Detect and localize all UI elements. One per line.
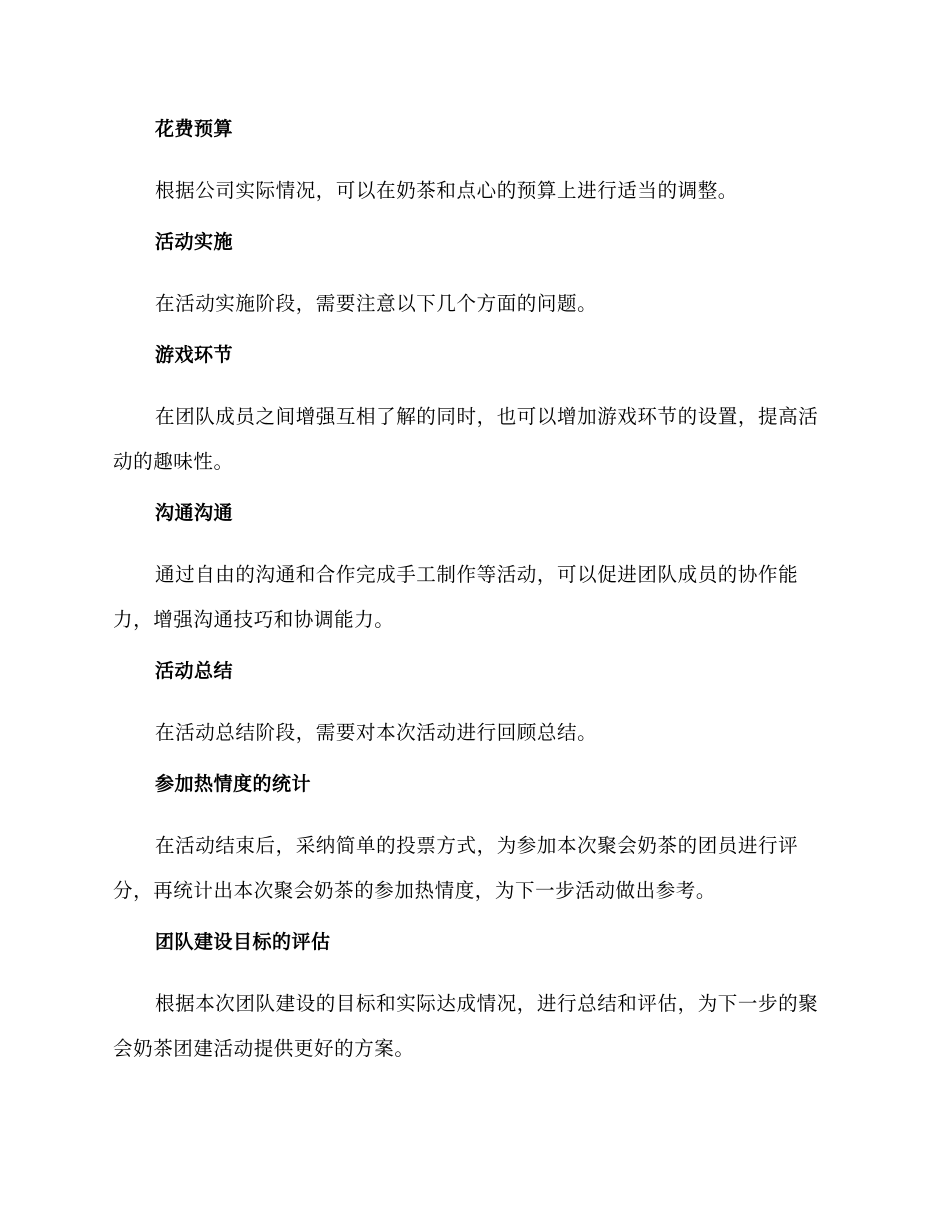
section-heading: 沟通沟通 [155,502,234,524]
section-heading: 游戏环节 [155,344,234,366]
section-paragraph: 在活动结束后，采纳简单的投票方式，为参加本次聚会奶茶的团员进行评分，再统计出本次聚会奶茶的参加热情度，为下一步活动做出参考。 [113,834,799,902]
section-paragraph: 根据公司实际情况，可以在奶茶和点心的预算上进行适当的调整。 [155,179,738,202]
document-body [113,112,833,1083]
section-heading: 花费预算 [155,118,234,140]
section-heading: 团队建设目标的评估 [155,931,331,953]
section-heading: 活动总结 [155,660,234,682]
section-heading: 活动实施 [155,231,234,253]
section-paragraph: 通过自由的沟通和合作完成手工制作等活动，可以促进团队成员的协作能力，增强沟通技巧和协调能力。 [113,563,799,631]
section-paragraph: 在活动总结阶段，需要对本次活动进行回顾总结。 [155,721,598,744]
section-paragraph: 在活动实施阶段，需要注意以下几个方面的问题。 [155,292,598,315]
section-paragraph: 在团队成员之间增强互相了解的同时，也可以增加游戏环节的设置，提高活动的趣味性。 [113,405,819,473]
section-heading: 参加热情度的统计 [155,773,312,795]
section-paragraph: 根据本次团队建设的目标和实际达成情况，进行总结和评估，为下一步的聚会奶茶团建活动提供更好的方案。 [113,992,819,1060]
